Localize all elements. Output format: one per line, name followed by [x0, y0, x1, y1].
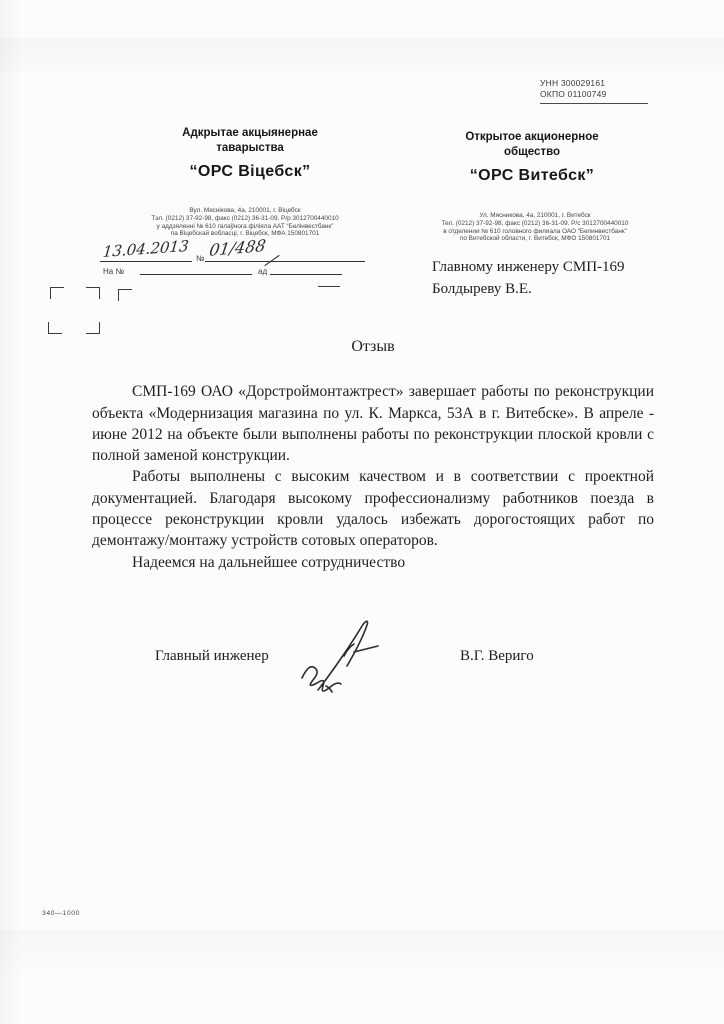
- address-line: у аддзяленні № 610 галаўнога філіяла ААТ “Белінвестбанк”: [156, 222, 334, 230]
- org-name-ru: “ОРС Витебск”: [469, 167, 595, 184]
- from-label: ад: [258, 267, 268, 276]
- letterhead-right: [412, 130, 652, 185]
- body-paragraph: Работы выполнены с высоким качеством и в соответствии с проектной документацией. Благодаря высокому профессионализму работников поезда в процессе реконструкции кровли удалось избежать дорогостоящих работ по демонтажу/монтажу устройств сотовых операторов.: [92, 468, 654, 550]
- crop-mark: [86, 322, 100, 334]
- letterhead-left: [130, 126, 370, 181]
- unn-code: УНН 300029161: [540, 78, 606, 88]
- scan-artifact-band: [0, 38, 724, 74]
- addressee-block: [432, 256, 662, 300]
- addressee-line1: Главному инженеру СМП-169: [432, 259, 625, 275]
- address-line: в отделении № 610 головного филиала ОАО “Белинвестбанк”: [443, 227, 627, 235]
- handwritten-date: 13.04.2013: [102, 236, 190, 261]
- org-type-ru-line1: Открытое акционерное: [465, 131, 599, 143]
- from-underline: [270, 273, 342, 275]
- signature-block: [92, 640, 654, 700]
- address-line: по Витебской области, г. Витебск, МФО 150801701: [459, 235, 611, 243]
- okpo-code: ОКПО 01100749: [540, 89, 607, 99]
- date-underline: [100, 260, 192, 262]
- crop-mark: [86, 287, 100, 299]
- address-line: па Віцебскай вобласці, г. Віцебск, МФА 150801701: [170, 230, 320, 238]
- addressee-line2: Болдыреву В.Е.: [432, 281, 532, 297]
- address-block-by: [95, 207, 395, 238]
- signature-image: [292, 616, 402, 694]
- handwritten-number: 01/488: [208, 235, 268, 260]
- on-number-underline: [140, 273, 252, 275]
- address-line: Тел. (0212) 37-92-98, факс (0212) 36-31-09. Р/с 3012700440010: [441, 219, 629, 227]
- address-line: Ул. Мясникова, 4а, 210001, г. Витебск: [479, 212, 591, 219]
- body-paragraph: СМП-169 ОАО «Дорстроймонтажтрест» завершает работы по реконструкции объекта «Модернизация магазина по ул. К. Маркса, 53А в г. Витебске». В апреле - июне 2012 на объекте были выполнены работы по реконструкции плоской кровли с полной заменой конструкции.: [92, 383, 654, 465]
- body-paragraph: Надеемся на дальнейшее сотрудничество: [132, 553, 406, 571]
- number-underline: [205, 260, 365, 262]
- letter-body: [92, 336, 654, 573]
- number-label: №: [196, 254, 205, 263]
- crop-mark: [318, 286, 340, 287]
- org-type-by-line1: Адкрытае акцыянернае: [182, 127, 318, 139]
- address-line: Тэл. (0212) 37-92-98, факс (0212) 36-31-09. Р/р 3012700440010: [151, 214, 339, 222]
- codes-underline: [540, 100, 648, 104]
- crop-mark: [118, 289, 132, 301]
- crop-mark: [50, 287, 64, 299]
- crop-mark: [48, 322, 62, 334]
- address-line: Вул. Мяснікова, 4а, 210001, г. Віцебск: [189, 207, 301, 214]
- org-name-by: “ОРС Віцебск”: [189, 163, 311, 180]
- document-title: Отзыв: [351, 338, 395, 355]
- scan-artifact-band: [0, 930, 724, 980]
- on-number-label: На №: [103, 267, 125, 276]
- signer-name: В.Г. Вериго: [460, 648, 534, 664]
- org-type-ru-line2: общество: [503, 145, 561, 158]
- signer-position: Главный инженер: [155, 648, 269, 664]
- org-codes-block: [540, 78, 652, 104]
- scan-artifact-edge: [0, 0, 22, 1024]
- print-order-code: 340—1000: [42, 910, 81, 917]
- address-block-ru: [385, 212, 685, 243]
- org-type-by-line2: таварыства: [216, 141, 284, 154]
